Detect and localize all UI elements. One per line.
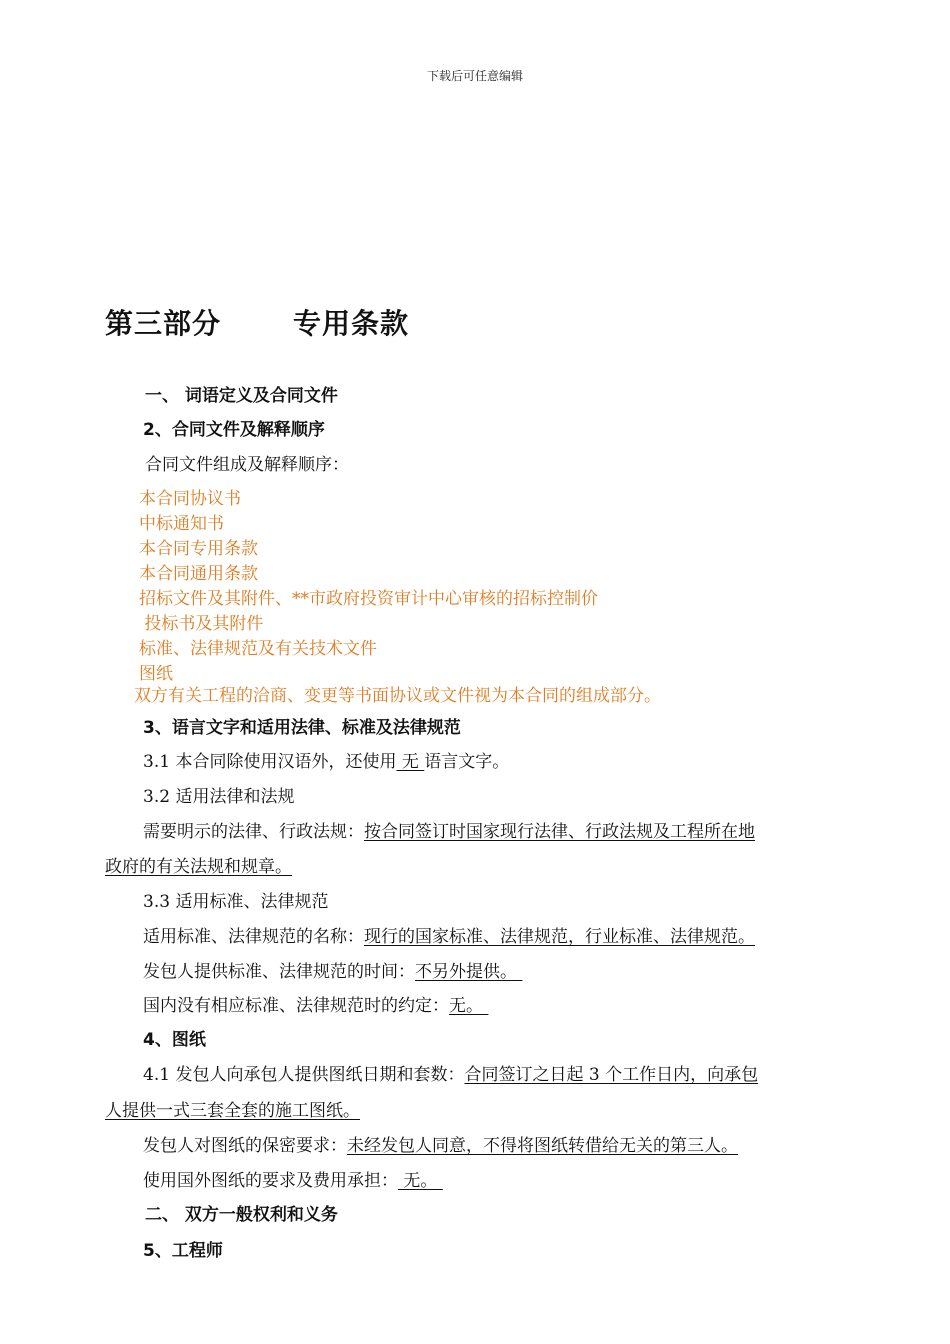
field-label: 4.1 发包人向承包人提供图纸日期和套数：	[143, 1065, 465, 1085]
clause-3-1	[143, 747, 509, 772]
page-header: 下载后可任意编辑	[426, 69, 523, 83]
doc-list-item: 投标书及其附件	[139, 614, 264, 634]
doc-list-item: 图纸	[139, 664, 173, 684]
field-label: 使用国外图纸的要求及费用承担：	[143, 1171, 398, 1191]
clause-heading-5: 5、工程师	[143, 1241, 223, 1261]
doc-list-item: 双方有关工程的洽商、变更等书面协议或文件视为本合同的组成部分。	[134, 686, 661, 706]
clause-3-1-text: 3.1 本合同除使用汉语外，还使用	[143, 752, 397, 772]
clause-3-1-value: 无	[396, 752, 425, 772]
section-heading-2: 二、 双方一般权利和义务	[145, 1205, 338, 1225]
clause-heading-3: 3、语言文字和适用法律、标准及法律规范	[143, 718, 461, 738]
clause-heading-2: 2、合同文件及解释顺序	[143, 420, 325, 440]
page-title	[105, 302, 409, 342]
doc-list-item: 本合同专用条款	[139, 539, 258, 559]
field-label: 发包人提供标准、法律规范的时间：	[143, 962, 415, 982]
doc-list-item: 中标通知书	[139, 514, 224, 534]
title-part: 第三部分	[105, 307, 222, 340]
field-value: 按合同签订时国家现行法律、行政法规及工程所在地	[364, 822, 755, 842]
section-heading-1: 一、 词语定义及合同文件	[145, 386, 338, 406]
clause-4-foreign-drawings	[143, 1166, 443, 1191]
clause-3-3-time	[143, 957, 522, 982]
field-label: 国内没有相应标准、法律规范时的约定：	[143, 996, 449, 1016]
field-label: 发包人对图纸的保密要求：	[143, 1136, 347, 1156]
field-value: 未经发包人同意，不得将图纸转借给无关的第三人。	[347, 1136, 738, 1156]
clause-4-confidentiality	[143, 1131, 738, 1156]
clause-heading-4: 4、图纸	[143, 1030, 206, 1050]
field-label: 适用标准、法律规范的名称：	[143, 927, 364, 947]
doc-list-item: 本合同通用条款	[139, 564, 258, 584]
field-value: 合同签订之日起 3 个工作日内，向承包	[464, 1065, 759, 1085]
clause-3-3: 3.3 适用标准、法律规范	[143, 892, 329, 912]
field-value: 现行的国家标准、法律规范，行业标准、法律规范。	[364, 927, 755, 947]
clause-4-1	[143, 1060, 758, 1085]
clause-3-2-laws-cont: 政府的有关法规和规章。	[105, 857, 292, 877]
field-value: 不另外提供。	[415, 962, 523, 982]
field-label: 需要明示的法律、行政法规：	[143, 822, 364, 842]
doc-list-item: 本合同协议书	[139, 489, 241, 509]
clause-3-3-standards	[143, 922, 755, 947]
doc-list-item: 招标文件及其附件、**市政府投资审计中心审核的招标控制价	[139, 589, 598, 609]
title-name: 专用条款	[293, 307, 410, 340]
clause-2-intro: 合同文件组成及解释顺序：	[145, 455, 349, 475]
clause-3-1-suffix: 语言文字。	[424, 752, 510, 772]
clause-3-2: 3.2 适用法律和法规	[143, 787, 295, 807]
field-value: 无。	[398, 1171, 443, 1191]
clause-3-3-agreement	[143, 991, 488, 1016]
clause-3-2-laws	[143, 817, 755, 842]
clause-4-1-cont: 人提供一式三套全套的施工图纸。	[105, 1101, 360, 1121]
doc-list-item: 标准、法律规范及有关技术文件	[139, 639, 377, 659]
field-value: 无。	[449, 996, 489, 1016]
